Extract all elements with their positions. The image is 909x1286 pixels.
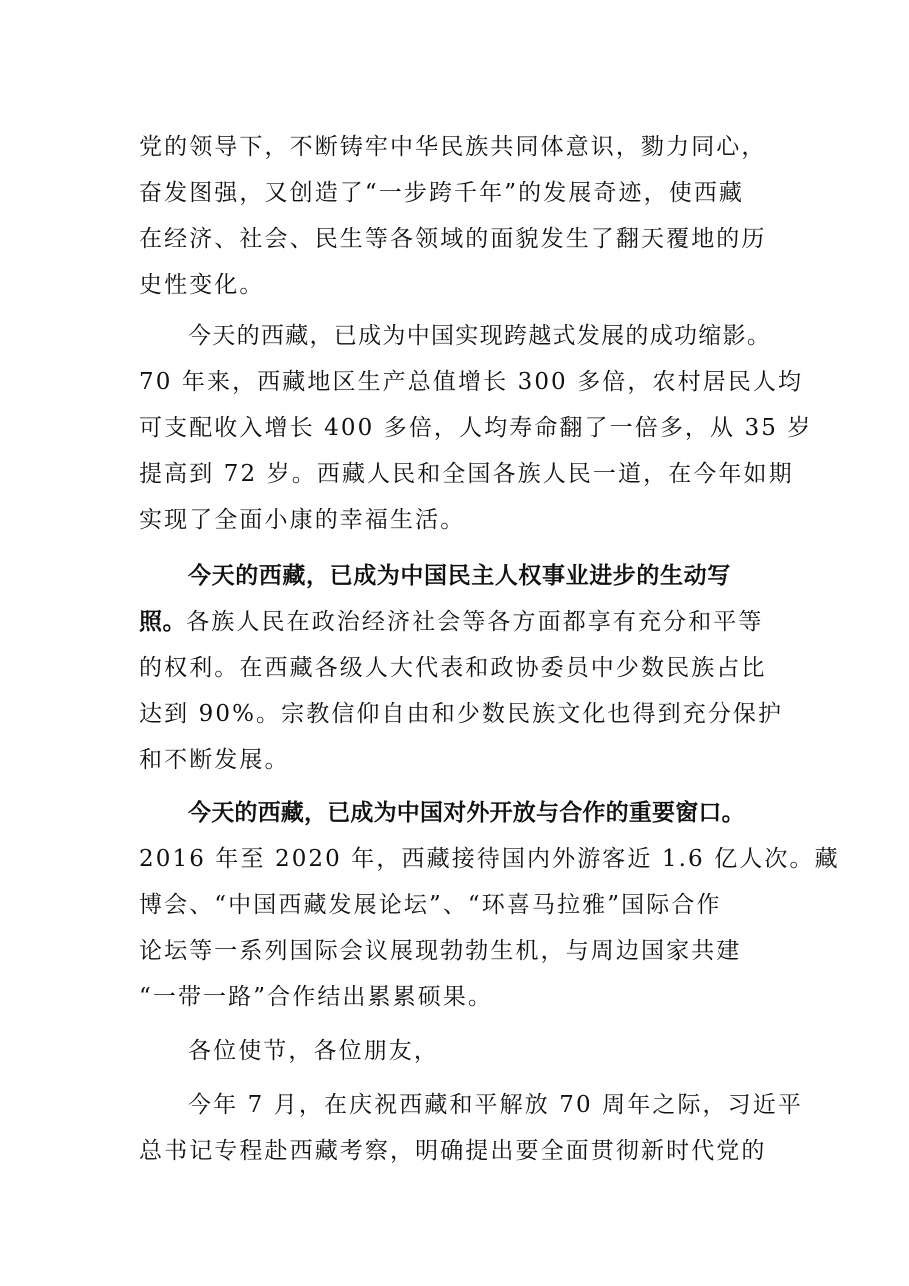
- paragraph-2-line-1: 今天的西藏，已成为中国实现跨越式发展的成功缩影。: [188, 323, 772, 349]
- paragraph-1-line-3: 在经济、社会、民生等各领域的面貌发生了翻天覆地的历: [139, 226, 767, 252]
- paragraph-2-line-2: 70 年来，西藏地区生产总值增长 300 多倍，农村居民人均: [139, 369, 804, 395]
- paragraph-6-line-1: 今年 7 月，在庆祝西藏和平解放 70 周年之际，习近平: [188, 1092, 803, 1118]
- paragraph-2-line-4: 提高到 72 岁。西藏人民和全国各族人民一道，在今年如期: [139, 461, 794, 487]
- paragraph-1-line-1: 党的领导下，不断铸牢中华民族共同体意识，勠力同心，: [139, 134, 767, 160]
- paragraph-3-line-5: 和不断发展。: [139, 747, 290, 773]
- paragraph-4-line-2: 2016 年至 2020 年，西藏接待国内外游客近 1.6 亿人次。藏: [139, 846, 840, 872]
- paragraph-2-line-3: 可支配收入增长 400 多倍，人均寿命翻了一倍多，从 35 岁: [139, 415, 813, 441]
- paragraph-6-line-2: 总书记专程赴西藏考察，明确提出要全面贯彻新时代党的: [139, 1138, 767, 1164]
- paragraph-2-line-5: 实现了全面小康的幸福生活。: [139, 507, 466, 533]
- paragraph-4-line-3: 博会、“中国西藏发展论坛”、“环喜马拉雅”国际合作: [139, 892, 722, 918]
- paragraph-3-line-3: 的权利。在西藏各级人大代表和政协委员中少数民族占比: [139, 655, 767, 681]
- paragraph-1-line-4: 史性变化。: [139, 272, 265, 298]
- paragraph-4-line-4: 论坛等一系列国际会议展现勃勃生机，与周边国家共建: [139, 938, 742, 964]
- paragraph-3-line-4: 达到 90%。宗教信仰自由和少数民族文化也得到充分保护: [139, 701, 784, 727]
- paragraph-4-line-5: “一带一路”合作结出累累硕果。: [139, 984, 494, 1010]
- paragraph-3-bold-end: 照。: [139, 609, 187, 635]
- salutation-line: 各位使节，各位朋友，: [188, 1038, 439, 1064]
- paragraph-3-line-2: [139, 599, 764, 645]
- paragraph-3-line-2-text: 各族人民在政治经济社会等各方面都享有充分和平等: [186, 609, 764, 635]
- paragraph-1-line-2: 奋发图强，又创造了“一步跨千年”的发展奇迹，使西藏: [139, 180, 745, 206]
- paragraph-3-bold-heading: 今天的西藏，已成为中国民主人权事业进步的生动写: [188, 563, 731, 589]
- paragraph-4-bold-heading: 今天的西藏，已成为中国对外开放与合作的重要窗口。: [188, 800, 745, 826]
